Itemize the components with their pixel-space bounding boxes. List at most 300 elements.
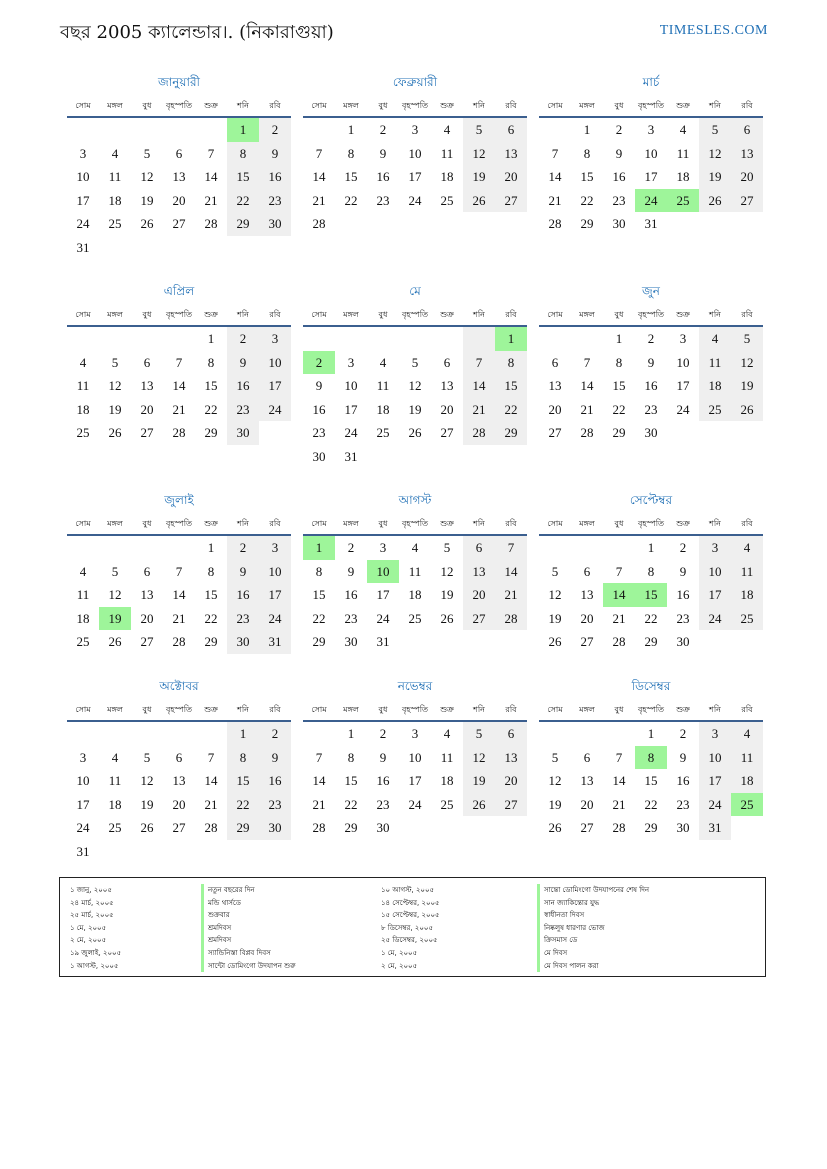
weekday-label: রবি	[741, 705, 753, 714]
weekday-label: বৃহস্পতি	[637, 310, 665, 319]
day-cell: 23	[376, 192, 390, 208]
month-block	[539, 490, 763, 654]
day-cell: 14	[495, 560, 527, 584]
empty-cell	[495, 445, 527, 469]
day-cell: 1	[615, 331, 623, 346]
day-cell: 7	[615, 749, 623, 765]
day-cell: 18	[731, 769, 763, 793]
day-cell: 29	[204, 634, 218, 649]
month-name: মে	[409, 284, 421, 298]
day-cell: 20	[495, 769, 527, 793]
empty-cell	[699, 630, 731, 654]
weekday-header	[303, 305, 527, 327]
day-cell: 4	[731, 722, 763, 746]
day-cell: 4	[731, 536, 763, 560]
day-cell: 27	[463, 607, 495, 631]
day-cell: 24	[408, 192, 422, 208]
month-block	[539, 72, 763, 236]
empty-cell	[227, 840, 259, 864]
day-cell: 19	[699, 165, 731, 189]
day-cell: 15	[204, 587, 218, 602]
day-cell: 1	[207, 331, 215, 346]
empty-cell	[431, 630, 463, 654]
weekday-label: শুক্র	[676, 705, 690, 714]
day-cell: 11	[408, 563, 422, 579]
weekday-label: শুক্র	[440, 705, 454, 714]
day-cell: 6	[143, 354, 151, 370]
empty-cell	[463, 327, 495, 351]
weekday-label: সোম	[311, 310, 327, 319]
holiday-names-left	[201, 884, 296, 972]
empty-cell	[367, 327, 399, 351]
holiday-name: শ্রমদিবস	[201, 922, 296, 935]
day-cell: 27	[140, 425, 154, 440]
day-cell: 7	[551, 145, 559, 161]
day-cell: 16	[644, 378, 658, 393]
day-cell: 4	[443, 726, 451, 741]
weekday-label: শুক্র	[676, 519, 690, 528]
day-cell: 9	[679, 563, 687, 579]
day-cell: 20	[172, 796, 186, 812]
day-cell: 25	[376, 425, 390, 440]
holiday-name: মন্ডি থার্সডে	[201, 897, 296, 910]
empty-cell	[131, 840, 163, 864]
holiday-date: ২৪ মার্চ, ২০০৫	[70, 898, 114, 907]
day-cell: 2	[379, 122, 387, 137]
days-grid	[539, 722, 763, 840]
day-cell: 20	[140, 610, 154, 626]
day-cell: 9	[647, 354, 655, 370]
day-cell: 22	[227, 189, 259, 213]
day-cell: 20	[140, 401, 154, 417]
day-cell: 11	[108, 169, 122, 184]
day-cell: 19	[731, 374, 763, 398]
day-cell: 15	[635, 583, 667, 607]
day-cell: 22	[344, 796, 358, 812]
weekday-label: বুধ	[614, 101, 624, 110]
day-cell: 2	[303, 351, 335, 375]
day-cell: 20	[580, 796, 594, 812]
day-cell: 21	[312, 796, 326, 812]
day-cell: 29	[644, 820, 658, 835]
holiday-date: ১৫ সেপ্টেম্বর, ২০০৫	[381, 911, 440, 920]
day-cell: 17	[76, 796, 90, 812]
day-cell: 13	[172, 169, 186, 184]
day-cell: 14	[312, 773, 326, 788]
weekday-label: বুধ	[142, 705, 152, 714]
day-cell: 30	[227, 630, 259, 654]
day-cell: 6	[443, 354, 451, 370]
weekday-header	[67, 305, 291, 327]
day-cell: 31	[259, 630, 291, 654]
day-cell: 27	[172, 820, 186, 835]
day-cell: 29	[495, 421, 527, 445]
day-cell: 23	[227, 607, 259, 631]
day-cell: 25	[108, 216, 122, 231]
day-cell: 18	[76, 610, 90, 626]
holiday-list	[59, 877, 766, 977]
day-cell: 21	[580, 401, 594, 417]
month-name: ফেব্রুয়ারী	[392, 75, 438, 89]
days-grid	[303, 327, 527, 468]
weekday-label: সোম	[547, 101, 563, 110]
weekday-label: বুধ	[614, 705, 624, 714]
empty-cell	[195, 118, 227, 142]
weekday-label: সোম	[75, 310, 91, 319]
weekday-label: শুক্র	[204, 310, 218, 319]
empty-cell	[431, 816, 463, 840]
day-cell: 21	[172, 610, 186, 626]
day-cell: 22	[312, 610, 326, 626]
day-cell: 5	[143, 749, 151, 765]
day-cell: 14	[172, 587, 186, 602]
day-cell: 26	[440, 610, 454, 626]
empty-cell	[399, 212, 431, 236]
weekday-label: বৃহস্পতি	[637, 101, 665, 110]
day-cell: 7	[495, 536, 527, 560]
day-cell: 21	[204, 796, 218, 812]
day-cell: 7	[315, 749, 323, 765]
day-cell: 10	[367, 560, 399, 584]
empty-cell	[667, 212, 699, 236]
empty-cell	[571, 327, 603, 351]
day-cell: 5	[463, 118, 495, 142]
day-cell: 30	[227, 421, 259, 445]
day-cell: 30	[259, 212, 291, 236]
day-cell: 19	[463, 769, 495, 793]
day-cell: 29	[580, 216, 594, 231]
empty-cell	[131, 536, 163, 560]
day-cell: 28	[612, 820, 626, 835]
empty-cell	[99, 840, 131, 864]
day-cell: 15	[204, 378, 218, 393]
weekday-label: শনি	[709, 705, 721, 714]
weekday-label: রবি	[741, 101, 753, 110]
day-cell: 12	[548, 587, 562, 602]
weekday-label: বৃহস্পতি	[637, 519, 665, 528]
weekday-label: বুধ	[378, 101, 388, 110]
day-cell: 10	[408, 145, 422, 161]
day-cell: 19	[140, 796, 154, 812]
holiday-date: ১ মে, ২০০৫	[381, 948, 418, 957]
day-cell: 18	[408, 587, 422, 602]
day-cell: 31	[699, 816, 731, 840]
day-cell: 17	[259, 374, 291, 398]
day-cell: 19	[99, 607, 131, 631]
day-cell: 16	[676, 587, 690, 602]
day-cell: 8	[615, 354, 623, 370]
day-cell: 10	[259, 351, 291, 375]
day-cell: 21	[495, 583, 527, 607]
day-cell: 25	[667, 189, 699, 213]
empty-cell	[259, 421, 291, 445]
day-cell: 1	[583, 122, 591, 137]
weekday-header	[539, 96, 763, 118]
day-cell: 6	[731, 118, 763, 142]
day-cell: 22	[204, 610, 218, 626]
weekday-header	[67, 514, 291, 536]
day-cell: 16	[259, 165, 291, 189]
day-cell: 27	[580, 634, 594, 649]
day-cell: 28	[463, 421, 495, 445]
day-cell: 1	[495, 327, 527, 351]
day-cell: 21	[548, 192, 562, 208]
empty-cell	[495, 212, 527, 236]
days-grid	[67, 536, 291, 654]
weekday-label: সোম	[547, 705, 563, 714]
empty-cell	[163, 840, 195, 864]
weekday-label: শনি	[709, 519, 721, 528]
day-cell: 24	[259, 607, 291, 631]
day-cell: 23	[259, 189, 291, 213]
day-cell: 6	[175, 145, 183, 161]
day-cell: 13	[172, 773, 186, 788]
day-cell: 21	[204, 192, 218, 208]
day-cell: 29	[227, 816, 259, 840]
day-cell: 18	[76, 401, 90, 417]
day-cell: 14	[548, 169, 562, 184]
month-name: অক্টোবর	[159, 679, 199, 693]
weekday-label: বুধ	[614, 519, 624, 528]
empty-cell	[699, 212, 731, 236]
day-cell: 11	[440, 749, 454, 765]
day-cell: 11	[440, 145, 454, 161]
empty-cell	[227, 236, 259, 260]
month-block	[67, 490, 291, 654]
day-cell: 5	[111, 563, 119, 579]
day-cell: 19	[463, 165, 495, 189]
day-cell: 3	[79, 145, 87, 161]
holiday-date: ৮ ডিসেম্বর, ২০০৫	[381, 923, 433, 932]
day-cell: 28	[580, 425, 594, 440]
day-cell: 19	[108, 401, 122, 417]
day-cell: 3	[411, 726, 419, 741]
day-cell: 8	[227, 142, 259, 166]
empty-cell	[399, 816, 431, 840]
month-name: জুলাই	[164, 493, 194, 507]
day-cell: 9	[227, 560, 259, 584]
day-cell: 6	[583, 749, 591, 765]
day-cell: 16	[376, 773, 390, 788]
day-cell: 8	[207, 354, 215, 370]
day-cell: 9	[379, 749, 387, 765]
day-cell: 30	[612, 216, 626, 231]
empty-cell	[431, 445, 463, 469]
days-grid	[539, 118, 763, 236]
day-cell: 14	[463, 374, 495, 398]
holiday-name: মে দিবস	[537, 947, 649, 960]
day-cell: 15	[227, 165, 259, 189]
month-block	[539, 676, 763, 840]
day-cell: 17	[408, 773, 422, 788]
day-cell: 26	[140, 216, 154, 231]
day-cell: 2	[615, 122, 623, 137]
day-cell: 22	[495, 398, 527, 422]
empty-cell	[195, 236, 227, 260]
empty-cell	[163, 722, 195, 746]
day-cell: 29	[312, 634, 326, 649]
empty-cell	[367, 445, 399, 469]
day-cell: 8	[347, 749, 355, 765]
empty-cell	[163, 536, 195, 560]
day-cell: 7	[175, 563, 183, 579]
day-cell: 12	[699, 142, 731, 166]
weekday-label: রবি	[505, 705, 517, 714]
day-cell: 22	[204, 401, 218, 417]
day-cell: 24	[635, 189, 667, 213]
day-cell: 10	[676, 354, 690, 370]
day-cell: 26	[408, 425, 422, 440]
weekday-header	[67, 700, 291, 722]
weekday-label: রবি	[269, 101, 281, 110]
weekday-label: বুধ	[614, 310, 624, 319]
day-cell: 5	[551, 749, 559, 765]
day-cell: 10	[259, 560, 291, 584]
day-cell: 3	[259, 327, 291, 351]
weekday-label: বৃহস্পতি	[165, 310, 193, 319]
day-cell: 30	[376, 820, 390, 835]
day-cell: 14	[312, 169, 326, 184]
day-cell: 7	[175, 354, 183, 370]
day-cell: 24	[408, 796, 422, 812]
day-cell: 31	[76, 239, 90, 255]
weekday-label: রবি	[505, 101, 517, 110]
day-cell: 24	[699, 793, 731, 817]
day-cell: 15	[344, 773, 358, 788]
weekday-label: বৃহস্পতি	[401, 101, 429, 110]
weekday-label: মঙ্গল	[579, 519, 595, 528]
weekday-label: বুধ	[142, 519, 152, 528]
day-cell: 10	[699, 560, 731, 584]
day-cell: 11	[76, 587, 90, 602]
holiday-date: ১০ আগস্ট, ২০০৫	[381, 886, 435, 894]
holiday-date: ২৫ মার্চ, ২০০৫	[70, 911, 114, 920]
day-cell: 30	[259, 816, 291, 840]
empty-cell	[399, 630, 431, 654]
weekday-label: বুধ	[378, 519, 388, 528]
weekday-label: বুধ	[378, 705, 388, 714]
day-cell: 5	[731, 327, 763, 351]
day-cell: 5	[111, 354, 119, 370]
day-cell: 1	[227, 722, 259, 746]
day-cell: 2	[679, 540, 687, 555]
day-cell: 23	[676, 610, 690, 626]
empty-cell	[539, 722, 571, 746]
day-cell: 25	[440, 192, 454, 208]
day-cell: 2	[347, 540, 355, 555]
empty-cell	[539, 536, 571, 560]
day-cell: 19	[548, 610, 562, 626]
empty-cell	[131, 118, 163, 142]
site-brand[interactable]: TIMESLES.COM	[659, 23, 768, 38]
day-cell: 30	[676, 820, 690, 835]
day-cell: 4	[679, 122, 687, 137]
month-block	[303, 490, 527, 654]
day-cell: 14	[580, 378, 594, 393]
month-name: জুন	[642, 284, 660, 298]
empty-cell	[67, 118, 99, 142]
day-cell: 28	[172, 634, 186, 649]
day-cell: 8	[315, 563, 323, 579]
day-cell: 15	[495, 374, 527, 398]
day-cell: 29	[344, 820, 358, 835]
day-cell: 7	[615, 563, 623, 579]
day-cell: 13	[140, 378, 154, 393]
day-cell: 8	[583, 145, 591, 161]
empty-cell	[699, 421, 731, 445]
weekday-label: বৃহস্পতি	[165, 519, 193, 528]
day-cell: 8	[635, 746, 667, 770]
month-block	[67, 281, 291, 445]
day-cell: 6	[143, 563, 151, 579]
day-cell: 6	[175, 749, 183, 765]
day-cell: 4	[443, 122, 451, 137]
day-cell: 9	[259, 142, 291, 166]
day-cell: 7	[315, 145, 323, 161]
empty-cell	[195, 840, 227, 864]
page-title: বছর 2005 ক্যালেন্ডার।. (নিকারাগুয়া)	[60, 22, 334, 43]
weekday-label: মঙ্গল	[107, 310, 123, 319]
month-name: সেপ্টেম্বর	[629, 493, 673, 507]
day-cell: 27	[140, 634, 154, 649]
day-cell: 20	[580, 610, 594, 626]
day-cell: 9	[347, 563, 355, 579]
weekday-label: বুধ	[142, 101, 152, 110]
day-cell: 23	[676, 796, 690, 812]
weekday-label: শুক্র	[204, 705, 218, 714]
day-cell: 17	[259, 583, 291, 607]
day-cell: 12	[108, 587, 122, 602]
day-cell: 10	[699, 746, 731, 770]
weekday-label: রবি	[741, 310, 753, 319]
empty-cell	[99, 536, 131, 560]
day-cell: 20	[495, 165, 527, 189]
empty-cell	[399, 445, 431, 469]
day-cell: 13	[140, 587, 154, 602]
day-cell: 2	[379, 726, 387, 741]
day-cell: 14	[603, 583, 635, 607]
day-cell: 22	[612, 401, 626, 417]
day-cell: 6	[495, 722, 527, 746]
day-cell: 19	[440, 587, 454, 602]
day-cell: 17	[699, 583, 731, 607]
days-grid	[67, 722, 291, 863]
day-cell: 31	[76, 843, 90, 859]
holiday-name: নিষ্কলুষ ধারণার ভোজ	[537, 922, 649, 935]
weekday-label: রবি	[269, 310, 281, 319]
weekday-label: শনি	[473, 519, 485, 528]
day-cell: 13	[580, 773, 594, 788]
day-cell: 28	[172, 425, 186, 440]
weekday-label: শুক্র	[676, 310, 690, 319]
day-cell: 22	[644, 796, 658, 812]
month-block	[67, 676, 291, 863]
weekday-label: সোম	[311, 101, 327, 110]
day-cell: 12	[548, 773, 562, 788]
empty-cell	[495, 630, 527, 654]
weekday-label: মঙ্গল	[107, 705, 123, 714]
day-cell: 15	[312, 587, 326, 602]
day-cell: 9	[315, 378, 323, 393]
day-cell: 15	[612, 378, 626, 393]
day-cell: 5	[411, 354, 419, 370]
day-cell: 13	[731, 142, 763, 166]
day-cell: 5	[443, 540, 451, 555]
day-cell: 19	[140, 192, 154, 208]
empty-cell	[67, 327, 99, 351]
day-cell: 23	[344, 610, 358, 626]
day-cell: 1	[227, 118, 259, 142]
